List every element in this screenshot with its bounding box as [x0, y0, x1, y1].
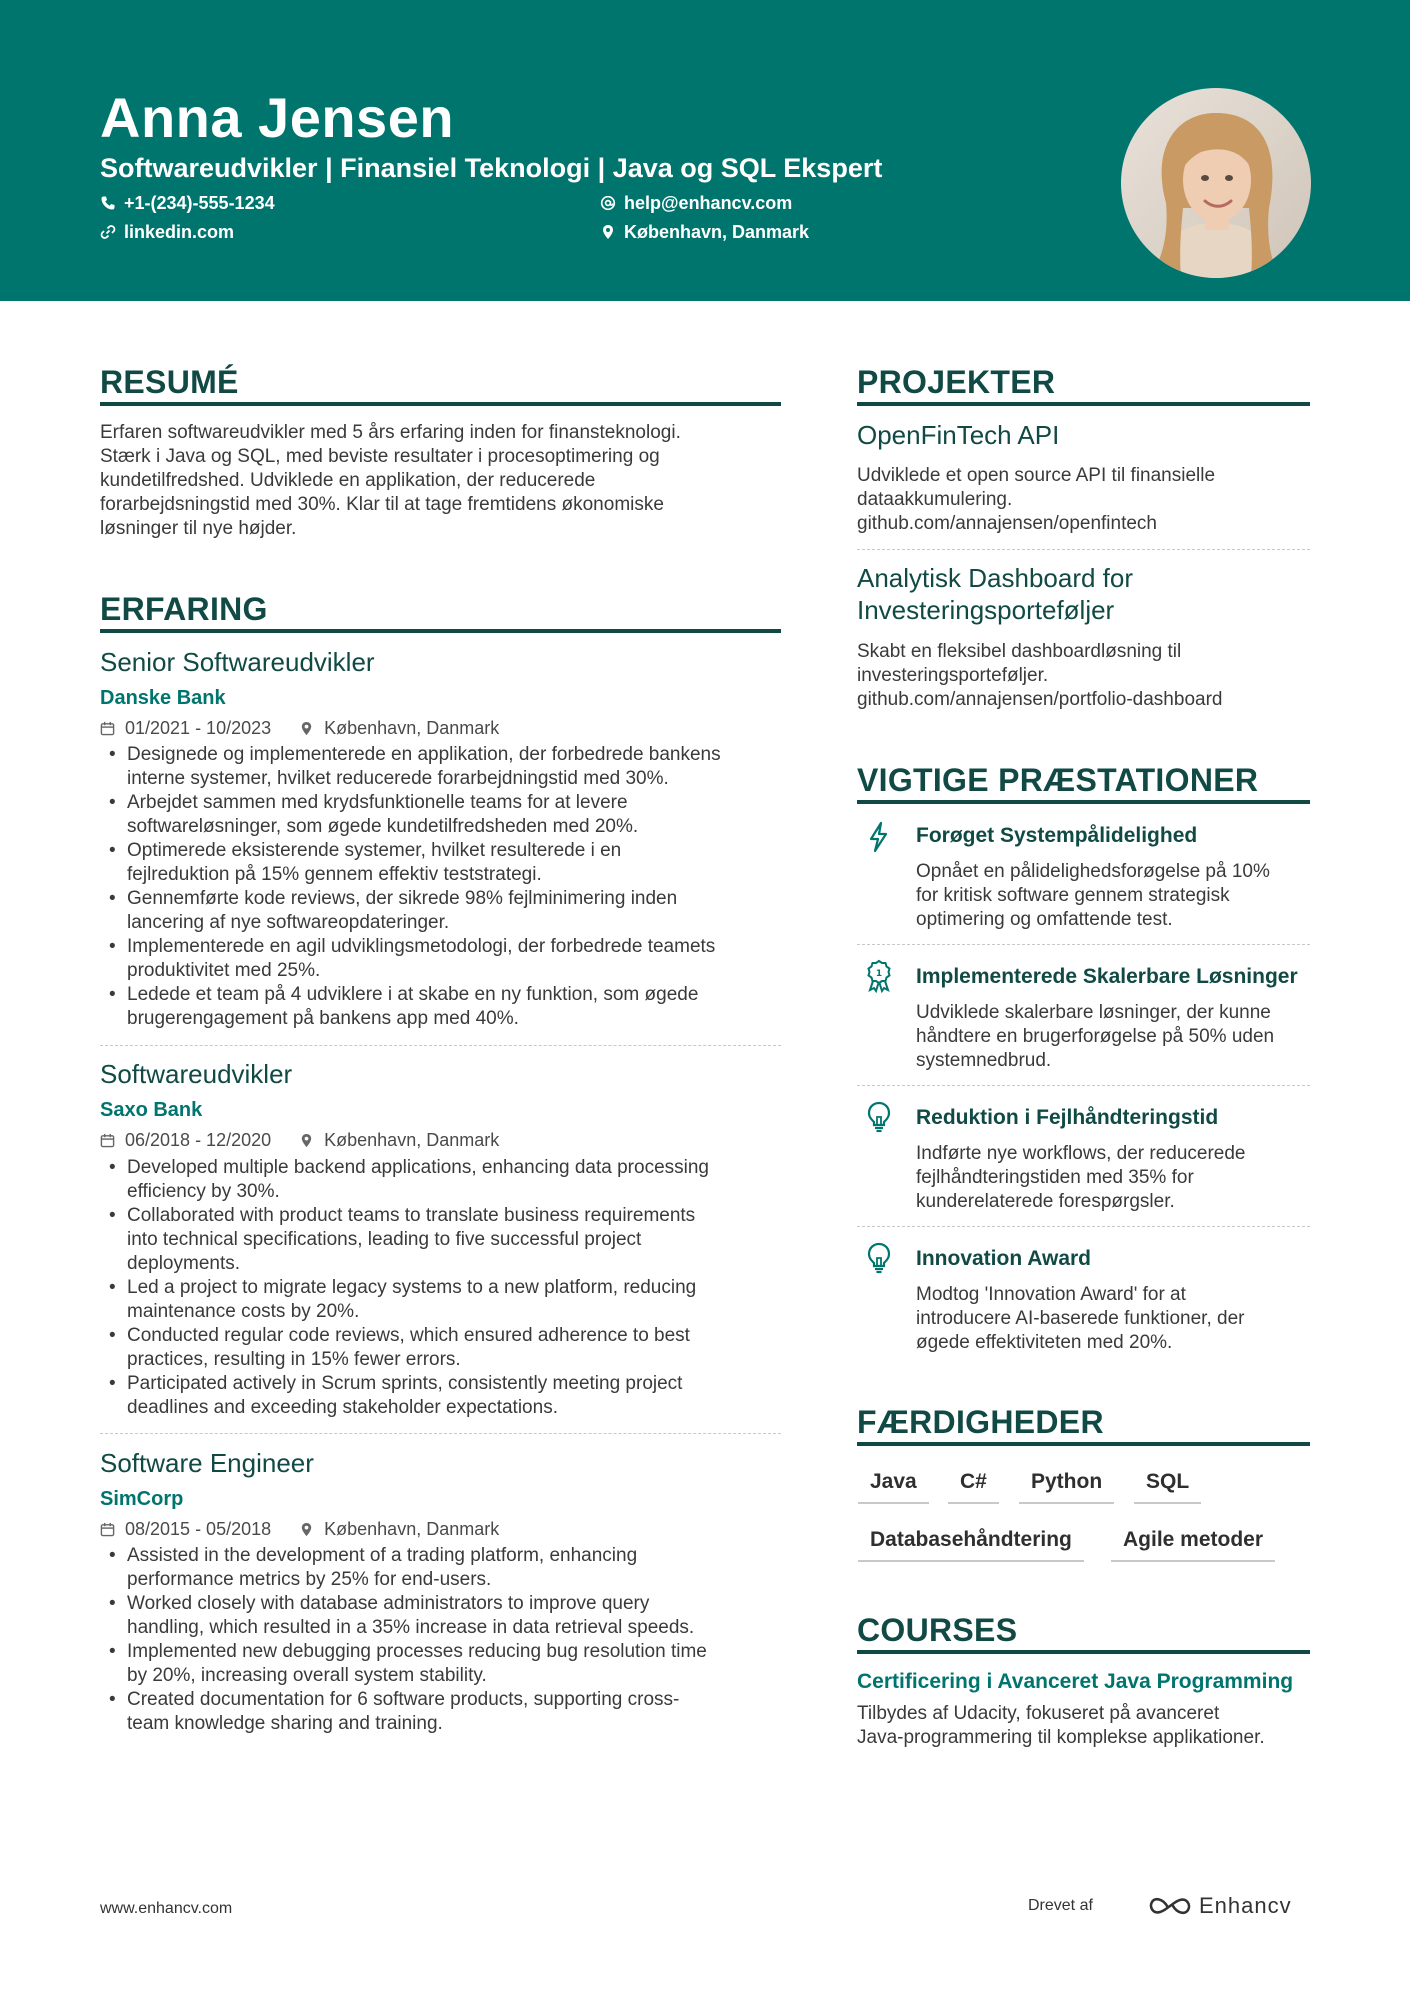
phone-icon — [100, 195, 116, 211]
skill-tag: Databasehåndtering — [858, 1522, 1084, 1562]
summary-heading: RESUMÉ — [100, 364, 239, 400]
job-title: Senior Softwareudvikler — [100, 647, 375, 677]
experience-rule — [100, 629, 781, 633]
lightbulb-icon — [862, 1241, 896, 1275]
job-dates: 08/2015 - 05/2018 — [125, 1519, 272, 1539]
divider — [100, 1045, 781, 1046]
project-link[interactable]: github.com/annajensen/portfolio-dashboard — [857, 689, 1223, 710]
skill-tag: Java — [858, 1464, 929, 1504]
job-meta — [100, 1128, 499, 1152]
enhancv-logo-text: Enhancv — [1199, 1893, 1292, 1918]
list-item: • Implemented new debugging processes reducing bug resolution time by 20%, increasing overall system stability. — [100, 1640, 790, 1688]
location-pin-icon — [299, 721, 314, 736]
job-bullets — [100, 1544, 790, 1736]
achievement-description: Indførte nye workflows, der reducerede fejlhåndteringstiden med 35% for kunderelaterede forespørgsler. — [916, 1143, 1246, 1212]
achievement-description: Udviklede skalerbare løsninger, der kunne håndtere en brugerforøgelse på 50% uden systemnedbrud. — [916, 1002, 1275, 1071]
divider — [857, 549, 1310, 550]
experience-heading: ERFARING — [100, 591, 268, 627]
list-item: • Conducted regular code reviews, which ensured adherence to best practices, resulting in 15% fewer errors. — [100, 1324, 790, 1372]
header — [0, 0, 1410, 301]
list-item: • Led a project to migrate legacy systems to a new platform, reducing maintenance costs by 20%. — [100, 1276, 790, 1324]
job-meta — [100, 1517, 499, 1541]
skill-tag: C# — [948, 1464, 999, 1504]
job-bullets — [100, 743, 790, 1031]
list-item: • Created documentation for 6 software products, supporting cross- team knowledge sharing and training. — [100, 1688, 790, 1736]
summary-text: Erfaren softwareudvikler med 5 års erfaring inden for finansteknologi. Stærk i Java og SQL, med beviste resultater i procesoptimering og kundetilfredshed. Udviklede en applikation, der reducerede forarbejdsningstid med 30%. Klar til at tage fremtidens økonomiske løsninger til nye højder. — [100, 422, 681, 539]
job-meta — [100, 716, 499, 740]
project-description: Skabt en fleksibel dashboardløsning til investeringsporteføljer. github.com/annajensen/portfolio-dashboard — [857, 640, 1310, 712]
job-title: Software Engineer — [100, 1448, 314, 1478]
calendar-icon — [100, 721, 115, 736]
company-name: Saxo Bank — [100, 1099, 203, 1121]
job-title: Softwareudvikler — [100, 1059, 293, 1089]
lightning-icon — [862, 820, 896, 854]
list-item: • Gennemførte kode reviews, der sikrede 98% fejlminimering inden lancering af nye softwareopdateringer. — [100, 887, 790, 935]
projects-heading: PROJEKTER — [857, 364, 1056, 400]
list-item: • Worked closely with database administrators to improve query handling, which resulted in a 35% increase in data retrieval speeds. — [100, 1592, 790, 1640]
list-item: • Implementerede en agil udviklingsmetodologi, der forbedrede teamets produktivitet med 25%. — [100, 935, 790, 983]
job-location: København, Danmark — [324, 1130, 500, 1150]
contact-linkedin[interactable] — [100, 220, 234, 244]
achievement-title: Reduktion i Fejlhåndteringstid — [916, 1106, 1219, 1129]
location-text: København, Danmark — [624, 222, 810, 242]
location-pin-icon — [299, 1133, 314, 1148]
list-item: • Arbejdet sammen med krydsfunktionelle teams for at levere softwareløsninger, som øgede kundetilfredsheden med 20%. — [100, 791, 790, 839]
achievement-title: Implementerede Skalerbare Løsninger — [916, 965, 1298, 988]
job-location: København, Danmark — [324, 718, 500, 738]
candidate-title: Softwareudvikler | Finansiel Teknologi | Java og SQL Ekspert — [100, 153, 883, 183]
enhancv-logo[interactable] — [1147, 1893, 1292, 1919]
list-item: • Collaborated with product teams to translate business requirements into technical specifications, leading to five successful project deployments. — [100, 1204, 790, 1276]
divider — [100, 1433, 781, 1434]
project-title: Analytisk Dashboard for Investeringsporteføljer — [857, 563, 1134, 625]
email-text: help@enhancv.com — [624, 193, 793, 213]
profile-photo — [1121, 88, 1311, 278]
skills-rule — [857, 1442, 1310, 1446]
project-title: OpenFinTech API — [857, 420, 1060, 450]
job-bullets — [100, 1156, 790, 1420]
list-item: • Participated actively in Scrum sprints, consistently meeting project deadlines and exceeding stakeholder expectations. — [100, 1372, 790, 1420]
location-pin-icon — [600, 224, 616, 240]
calendar-icon — [100, 1522, 115, 1537]
location-pin-icon — [299, 1522, 314, 1537]
achievement-description: Modtog 'Innovation Award' for at introducere AI-baserede funktioner, der øgede effektiviteten med 20%. — [916, 1284, 1245, 1353]
project-link[interactable]: github.com/annajensen/openfintech — [857, 513, 1158, 534]
courses-rule — [857, 1650, 1310, 1654]
list-item: • Developed multiple backend applications, enhancing data processing efficiency by 30%. — [100, 1156, 790, 1204]
lightbulb-icon — [862, 1100, 896, 1134]
skill-tag: Agile metoder — [1111, 1522, 1275, 1562]
phone-text: +1-(234)-555-1234 — [124, 193, 275, 213]
contact-email[interactable] — [600, 191, 792, 215]
company-name: Danske Bank — [100, 687, 226, 709]
award-ribbon-icon — [862, 959, 896, 993]
achievements-rule — [857, 800, 1310, 804]
link-icon — [100, 224, 116, 240]
skill-tag: Python — [1019, 1464, 1114, 1504]
footer-website[interactable]: www.enhancv.com — [100, 1900, 233, 1917]
contact-location — [600, 220, 809, 244]
at-icon — [600, 195, 616, 211]
enhancv-logo-icon — [1147, 1893, 1193, 1919]
company-name: SimCorp — [100, 1488, 184, 1510]
candidate-name: Anna Jensen — [100, 86, 455, 149]
achievement-description: Opnået en pålidelighedsforøgelse på 10% for kritisk software gennem strategisk optimering og omfattende test. — [916, 861, 1270, 930]
footer-powered-by: Drevet af — [1028, 1897, 1093, 1914]
divider — [857, 1085, 1310, 1086]
projects-rule — [857, 402, 1310, 406]
svg-text:1: 1 — [875, 969, 883, 979]
divider — [857, 944, 1310, 945]
project-description: Udviklede et open source API til finansielle dataakkumulering. github.com/annajensen/openfintech — [857, 464, 1310, 536]
summary-rule — [100, 402, 781, 406]
achievement-title: Innovation Award — [916, 1247, 1092, 1270]
course-description: Tilbydes af Udacity, fokuseret på avanceret Java-programmering til komplekse applikationer. — [857, 1703, 1265, 1748]
job-dates: 01/2021 - 10/2023 — [125, 718, 272, 738]
achievement-title: Forøget Systempålidelighed — [916, 824, 1198, 847]
skill-tag: SQL — [1134, 1464, 1201, 1504]
list-item: • Assisted in the development of a trading platform, enhancing performance metrics by 25% for end-users. — [100, 1544, 790, 1592]
skills-heading: FÆRDIGHEDER — [857, 1404, 1104, 1440]
course-title: Certificering i Avanceret Java Programming — [857, 1670, 1294, 1693]
divider — [857, 1226, 1310, 1227]
job-dates: 06/2018 - 12/2020 — [125, 1130, 272, 1150]
contact-phone — [100, 191, 275, 215]
list-item: • Ledede et team på 4 udviklere i at skabe en ny funktion, som øgede brugerengagement på bankens app med 40%. — [100, 983, 790, 1031]
list-item: • Designede og implementerede en applikation, der forbedrede bankens interne systemer, hvilket reducerede forarbejdningstid med 30%. — [100, 743, 790, 791]
linkedin-text: linkedin.com — [124, 222, 235, 242]
calendar-icon — [100, 1133, 115, 1148]
achievements-heading: VIGTIGE PRÆSTATIONER — [857, 762, 1259, 798]
courses-heading: COURSES — [857, 1612, 1018, 1648]
job-location: København, Danmark — [324, 1519, 500, 1539]
list-item: • Optimerede eksisterende systemer, hvilket resulterede i en fejlreduktion på 15% gennem effektiv teststrategi. — [100, 839, 790, 887]
